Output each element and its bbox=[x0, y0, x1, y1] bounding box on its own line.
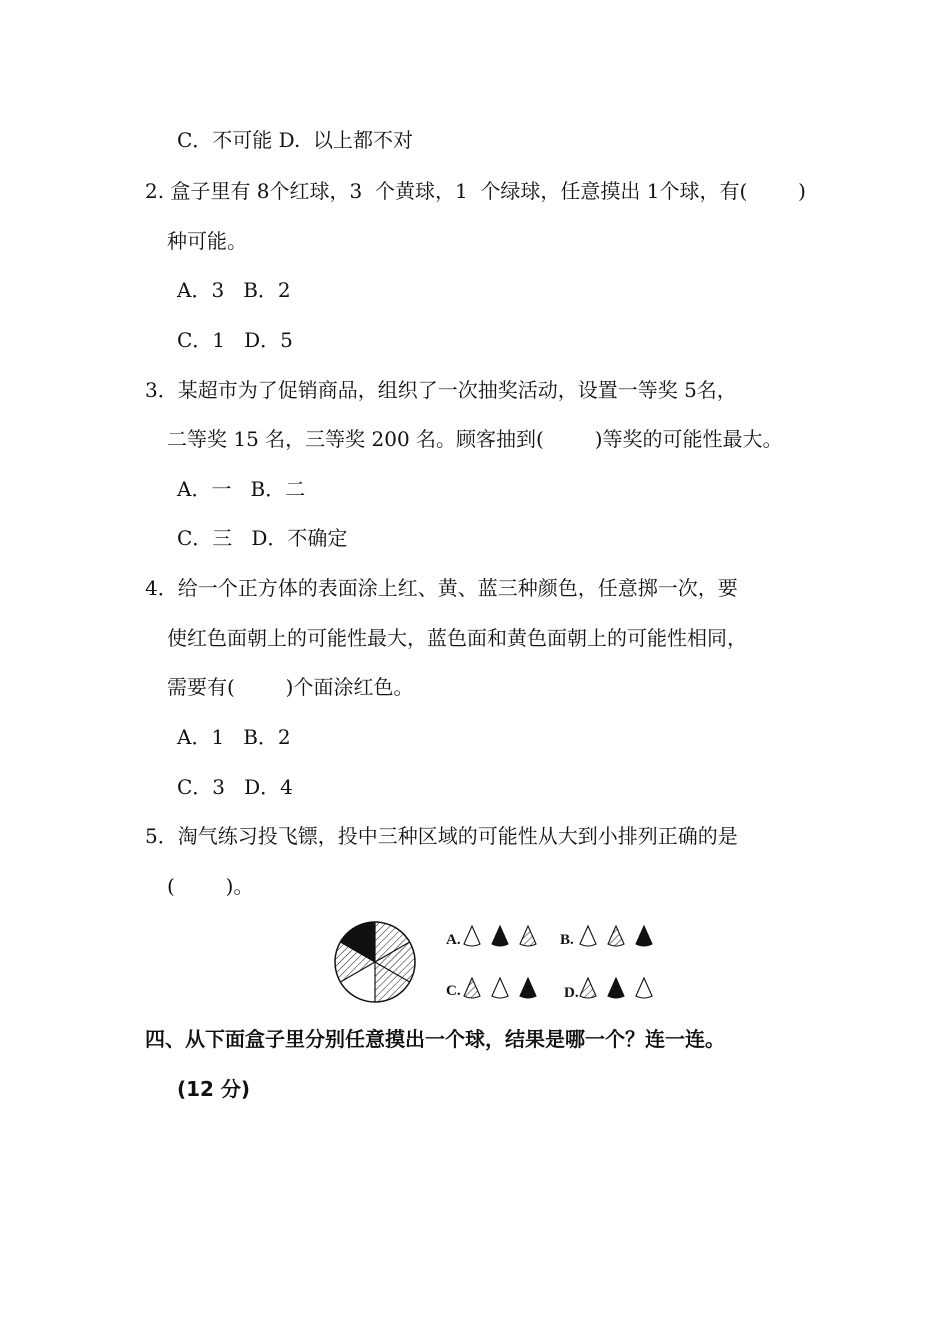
dartboard bbox=[335, 922, 415, 1002]
cone-striped-icon bbox=[580, 978, 596, 998]
q4-options-ab: A．1 B．2 bbox=[177, 725, 291, 749]
cone-black-icon bbox=[608, 978, 624, 998]
q4-stem: 4．给一个正方体的表面涂上红、黄、蓝三种颜色，任意掷一次，要 bbox=[145, 576, 738, 600]
q3-stem-cont: 二等奖 15 名，三等奖 200 名。顾客抽到( )等奖的可能性最大。 bbox=[167, 427, 783, 451]
cone-options bbox=[464, 926, 652, 998]
cone-striped-icon bbox=[608, 926, 624, 946]
section-four-heading: 四、从下面盒子里分别任意摸出一个球，结果是哪一个？连一连。 bbox=[145, 1027, 725, 1051]
cone-black-icon bbox=[636, 926, 652, 946]
q3-options-cd: C．三 D．不确定 bbox=[177, 526, 348, 550]
section-four-score: (12 分) bbox=[177, 1077, 251, 1101]
cone-white-icon bbox=[464, 926, 480, 946]
q2-stem-cont: 种可能。 bbox=[167, 229, 247, 253]
q2-stem: 2. 盒子里有 8个红球，3 个黄球，1 个绿球，任意摸出 1个球，有( ) bbox=[145, 179, 806, 203]
cone-white-icon bbox=[492, 978, 508, 998]
q4-stem-cont: 使红色面朝上的可能性最大，蓝色面和黄色面朝上的可能性相同， bbox=[167, 626, 747, 650]
q4-stem-cont2: 需要有( )个面涂红色。 bbox=[167, 675, 414, 699]
cone-white-icon bbox=[580, 926, 596, 946]
cone-white-icon bbox=[636, 978, 652, 998]
q1-options-cd: C．不可能 D. 以上都不对 bbox=[177, 128, 414, 152]
option-label-c: C. bbox=[446, 983, 461, 999]
q3-options-ab: A．一 B．二 bbox=[177, 477, 306, 501]
q5-stem-cont: ( )。 bbox=[167, 874, 254, 898]
dartboard-figure bbox=[330, 912, 670, 1004]
q4-options-cd: C．3 D．4 bbox=[177, 775, 293, 799]
q2-options-cd: C．1 D．5 bbox=[177, 328, 293, 352]
option-label-d: D. bbox=[564, 985, 579, 1001]
option-label-b: B. bbox=[560, 932, 574, 948]
cone-black-icon bbox=[492, 926, 508, 946]
q5-stem: 5．淘气练习投飞镖，投中三种区域的可能性从大到小排列正确的是 bbox=[145, 824, 738, 848]
cone-striped-icon bbox=[520, 926, 536, 946]
q3-stem: 3．某超市为了促销商品，组织了一次抽奖活动，设置一等奖 5名， bbox=[145, 378, 737, 402]
q2-options-ab: A．3 B．2 bbox=[177, 278, 291, 302]
cone-black-icon bbox=[520, 978, 536, 998]
option-label-a: A. bbox=[446, 932, 461, 948]
cone-striped-icon bbox=[464, 978, 480, 998]
